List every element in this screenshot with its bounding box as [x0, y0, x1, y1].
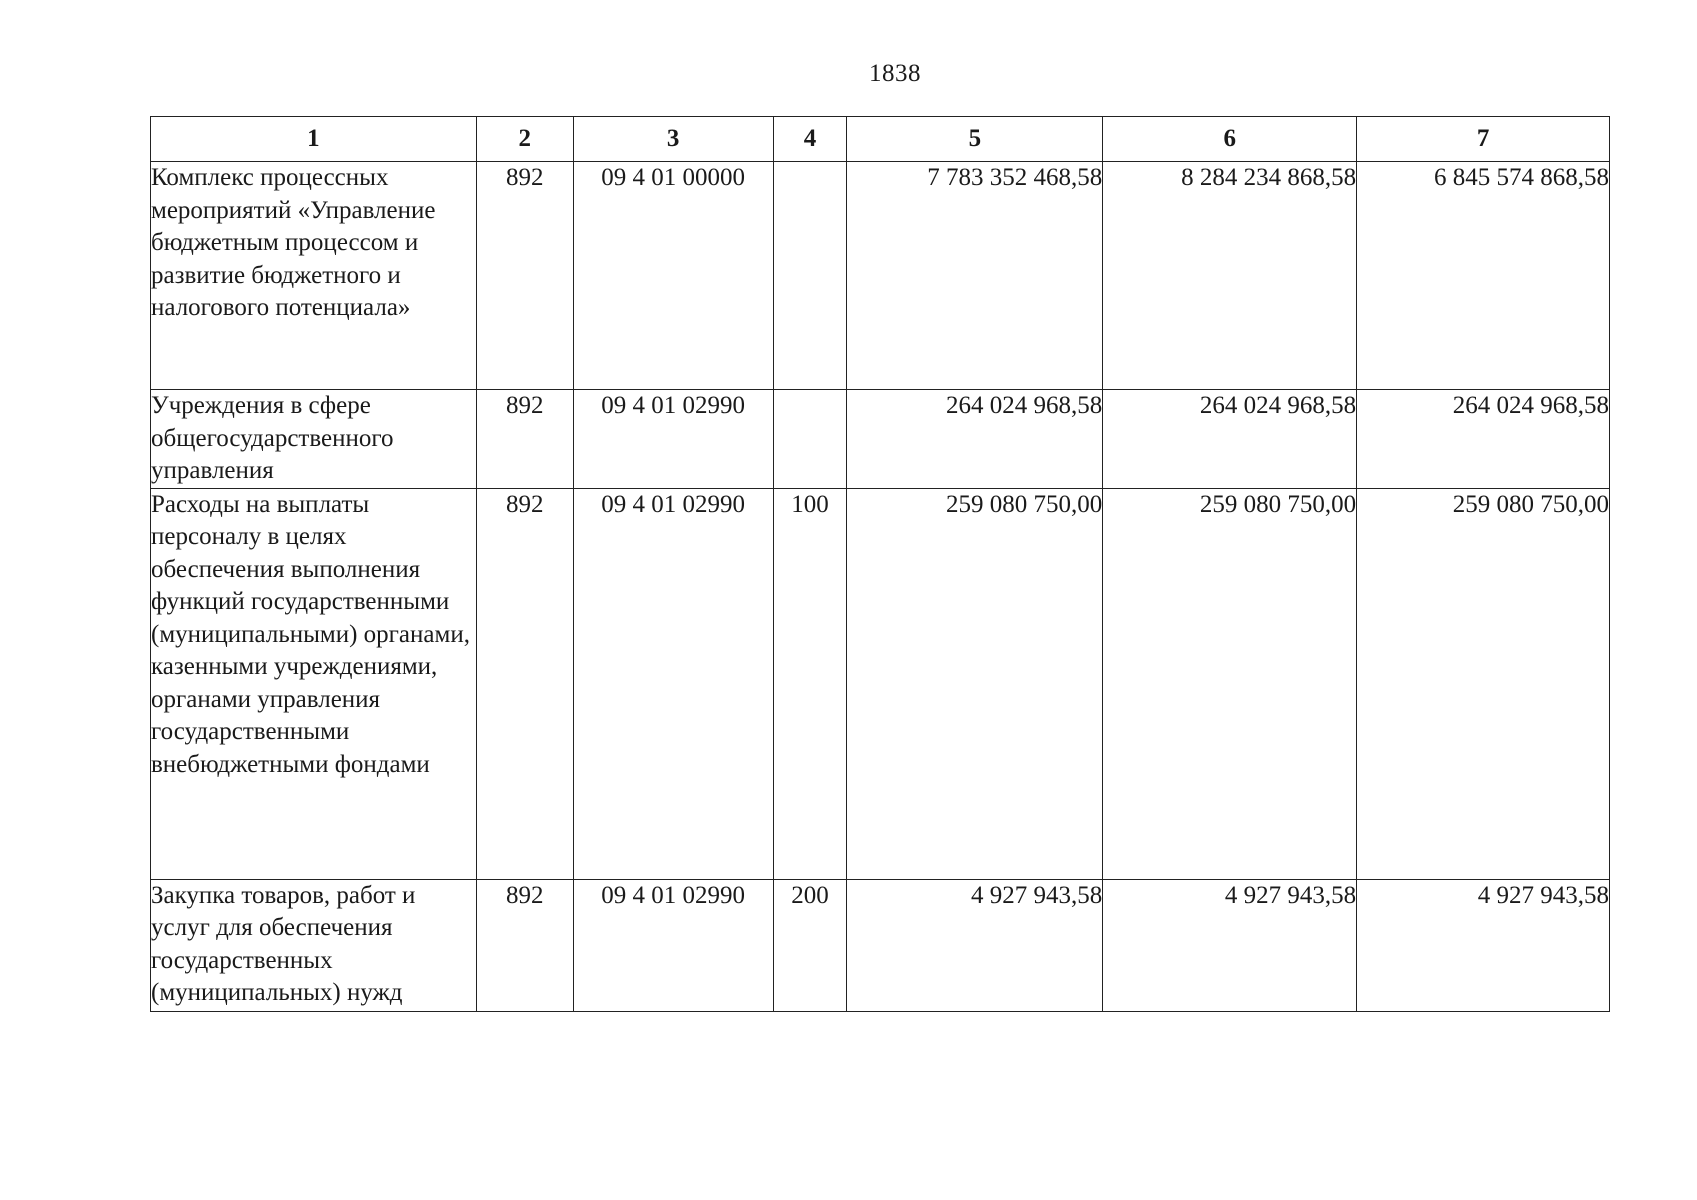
- column-header: 4: [773, 117, 847, 162]
- admin-code-cell: 892: [476, 488, 573, 879]
- table-row: [151, 488, 1610, 879]
- table-row: [151, 879, 1610, 1011]
- row-name-cell: Комплекс процессных мероприятий «Управление бюджетным процессом и развитие бюджетного и налогового потенциала»: [151, 162, 477, 390]
- amount-col5-cell: 7 783 352 468,58: [847, 162, 1103, 390]
- column-header: 5: [847, 117, 1103, 162]
- target-code-cell: 09 4 01 02990: [573, 488, 773, 879]
- column-header: 6: [1103, 117, 1357, 162]
- table-row: [151, 390, 1610, 489]
- expense-type-cell: [773, 390, 847, 489]
- admin-code-cell: 892: [476, 162, 573, 390]
- page-number: 1838: [869, 60, 921, 87]
- admin-code-cell: 892: [476, 879, 573, 1011]
- column-header: 1: [151, 117, 477, 162]
- expense-type-cell: [773, 162, 847, 390]
- column-header: 7: [1357, 117, 1610, 162]
- admin-code-cell: 892: [476, 390, 573, 489]
- expense-type-cell: 200: [773, 879, 847, 1011]
- target-code-cell: 09 4 01 00000: [573, 162, 773, 390]
- amount-col6-cell: 8 284 234 868,58: [1103, 162, 1357, 390]
- target-code-cell: 09 4 01 02990: [573, 390, 773, 489]
- table-header-row: [151, 117, 1610, 162]
- amount-col7-cell: 264 024 968,58: [1357, 390, 1610, 489]
- amount-col6-cell: 4 927 943,58: [1103, 879, 1357, 1011]
- amount-col7-cell: 6 845 574 868,58: [1357, 162, 1610, 390]
- amount-col5-cell: 259 080 750,00: [847, 488, 1103, 879]
- amount-col5-cell: 4 927 943,58: [847, 879, 1103, 1011]
- budget-table: [150, 116, 1610, 1012]
- amount-col7-cell: 4 927 943,58: [1357, 879, 1610, 1011]
- amount-col7-cell: 259 080 750,00: [1357, 488, 1610, 879]
- column-header: 2: [476, 117, 573, 162]
- amount-col6-cell: 259 080 750,00: [1103, 488, 1357, 879]
- target-code-cell: 09 4 01 02990: [573, 879, 773, 1011]
- row-name-cell: Закупка товаров, работ и услуг для обеспечения государственных (муниципальных) нужд: [151, 879, 477, 1011]
- expense-type-cell: 100: [773, 488, 847, 879]
- amount-col6-cell: 264 024 968,58: [1103, 390, 1357, 489]
- table-row: [151, 162, 1610, 390]
- column-header: 3: [573, 117, 773, 162]
- row-name-cell: Учреждения в сфере общегосударственного управления: [151, 390, 477, 489]
- row-name-cell: Расходы на выплаты персоналу в целях обеспечения выполнения функций государственными (муниципальными) органами, казенными учреждениями, органами управления государственными внебюджетными фондами: [151, 488, 477, 879]
- amount-col5-cell: 264 024 968,58: [847, 390, 1103, 489]
